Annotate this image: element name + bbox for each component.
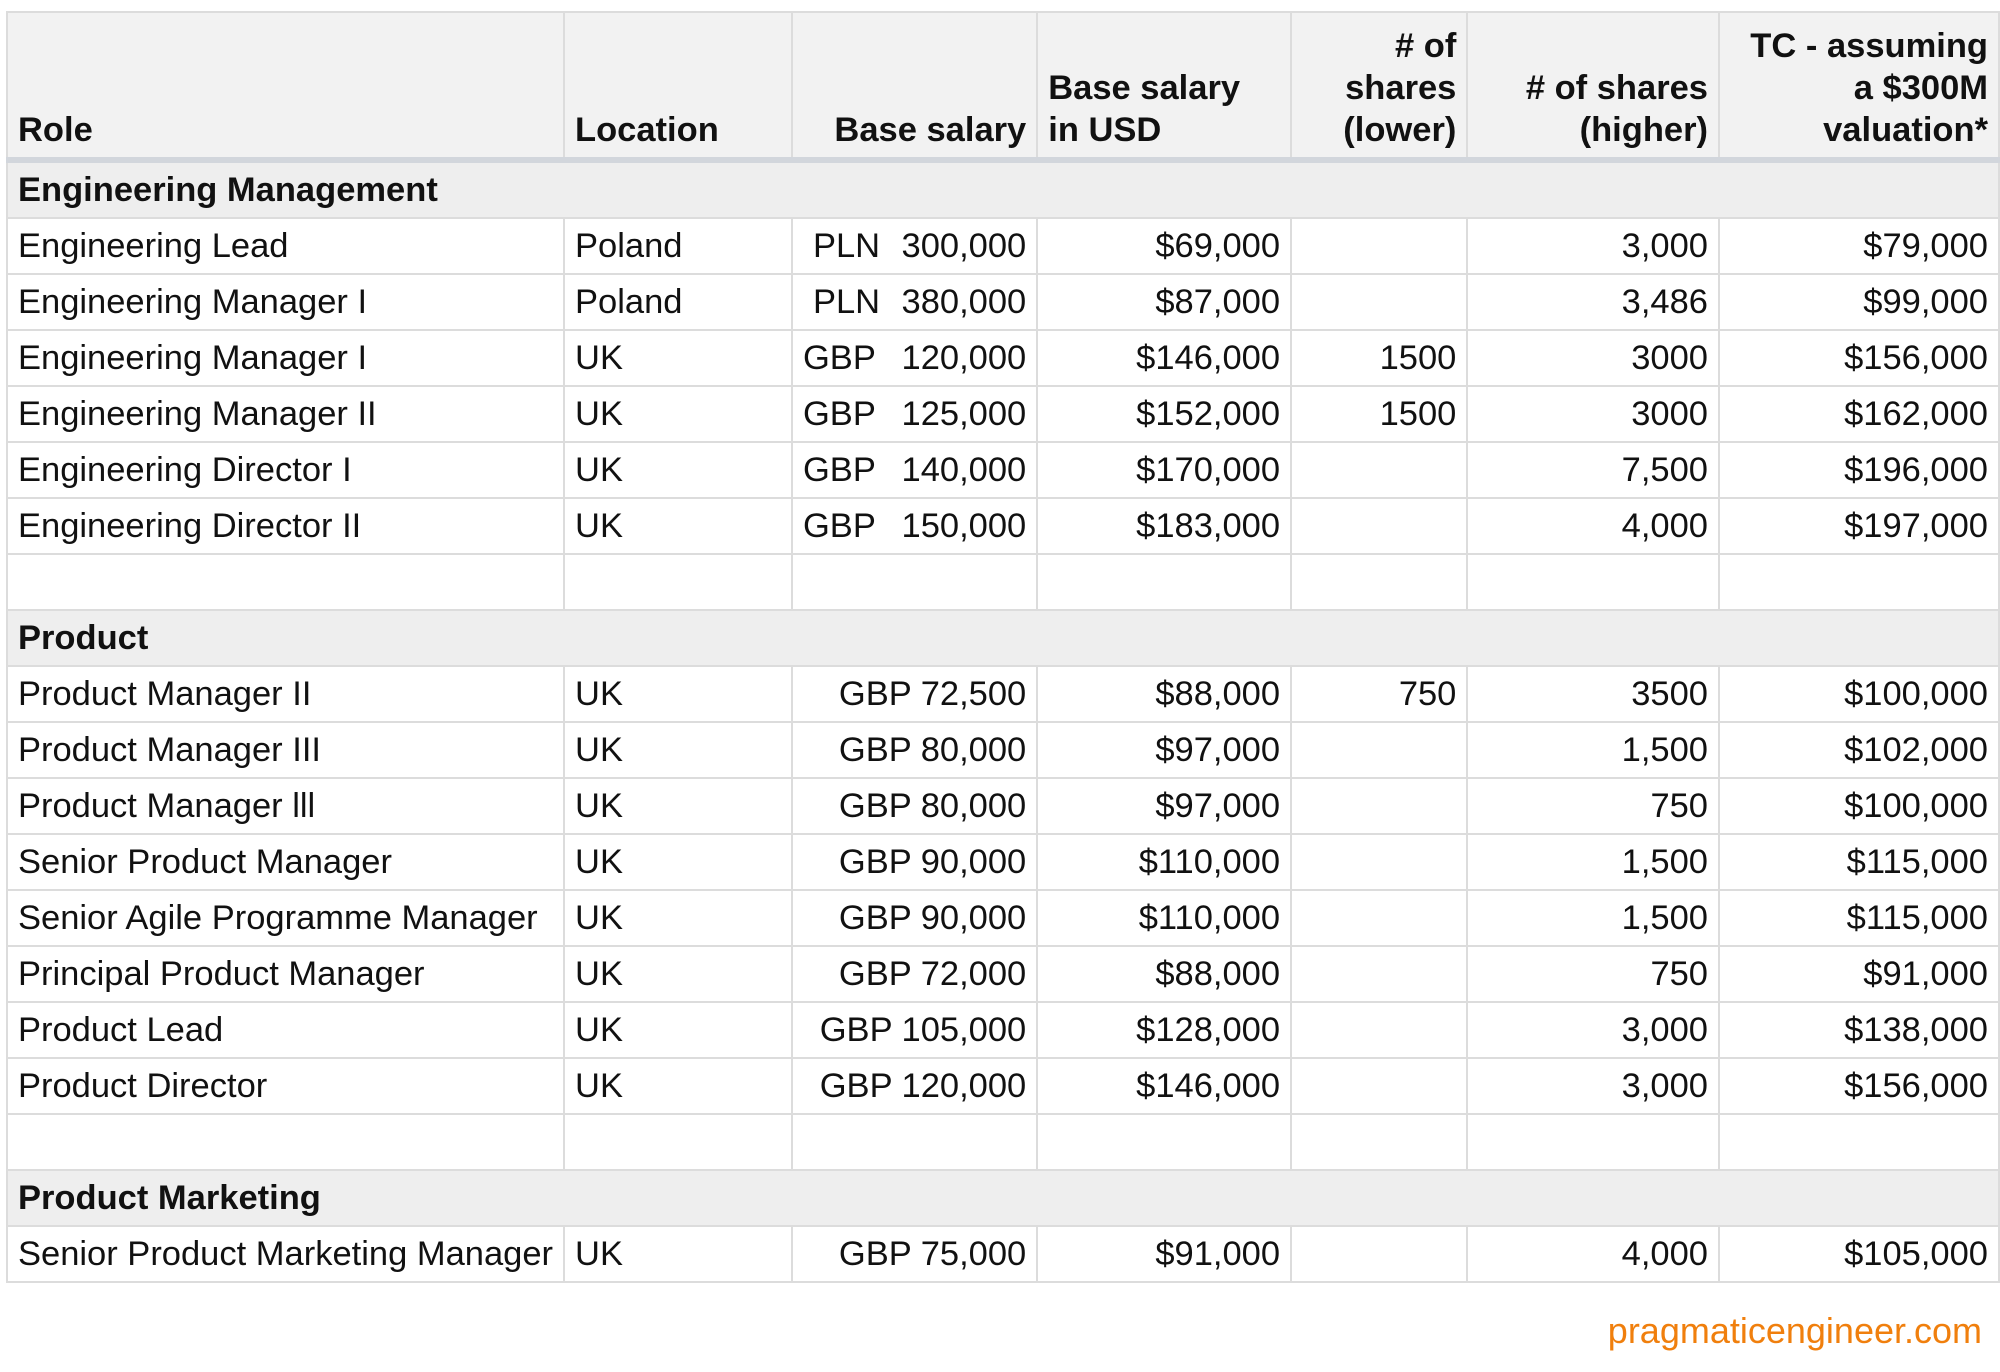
table-row [7, 722, 1999, 778]
cell-shares-lower [1291, 498, 1467, 554]
cell-base-salary: GBP 72,000 [792, 946, 1037, 1002]
cell-role: Product Manager III [7, 722, 564, 778]
header-row [7, 12, 1999, 160]
cell-base-salary: GBP 90,000 [792, 890, 1037, 946]
cell-shares-lower: 1500 [1291, 386, 1467, 442]
table-row [7, 274, 1999, 330]
cell-base-usd: $170,000 [1037, 442, 1291, 498]
table-row [7, 442, 1999, 498]
cell-base-usd: $88,000 [1037, 946, 1291, 1002]
cell-location: UK [564, 498, 792, 554]
empty-row [7, 1114, 1999, 1170]
header-total-comp: TC - assuming a $300M valuation* [1719, 12, 1999, 160]
cell-base-usd: $110,000 [1037, 834, 1291, 890]
cell-base-salary [792, 218, 1037, 274]
cell-base-usd: $91,000 [1037, 1226, 1291, 1282]
cell-total-comp: $102,000 [1719, 722, 1999, 778]
cell-role: Senior Product Manager [7, 834, 564, 890]
cell-shares-lower [1291, 218, 1467, 274]
cell-base-usd: $97,000 [1037, 778, 1291, 834]
cell-shares-higher: 3000 [1467, 330, 1719, 386]
table-row [7, 946, 1999, 1002]
cell-base-usd: $146,000 [1037, 1058, 1291, 1114]
salary-amount: 125,000 [901, 394, 1027, 433]
salary-table [6, 11, 2000, 1283]
cell-base-usd: $183,000 [1037, 498, 1291, 554]
cell-base-usd: $128,000 [1037, 1002, 1291, 1058]
cell-shares-lower [1291, 778, 1467, 834]
cell-location: UK [564, 946, 792, 1002]
table-row [7, 1002, 1999, 1058]
table-row [7, 498, 1999, 554]
cell-total-comp: $156,000 [1719, 1058, 1999, 1114]
cell-base-salary: GBP 80,000 [792, 722, 1037, 778]
cell-role: Engineering Manager II [7, 386, 564, 442]
cell-location: Poland [564, 274, 792, 330]
header-base-usd: Base salary in USD [1037, 12, 1291, 160]
cell-shares-lower [1291, 722, 1467, 778]
cell-location: UK [564, 666, 792, 722]
cell-total-comp: $105,000 [1719, 1226, 1999, 1282]
cell-shares-lower [1291, 890, 1467, 946]
cell-base-usd: $97,000 [1037, 722, 1291, 778]
cell-shares-lower [1291, 1058, 1467, 1114]
cell-role: Principal Product Manager [7, 946, 564, 1002]
cell-role: Engineering Director II [7, 498, 564, 554]
table-row [7, 1226, 1999, 1282]
salary-amount: 150,000 [901, 506, 1027, 545]
table-row [7, 386, 1999, 442]
cell-shares-lower [1291, 946, 1467, 1002]
table-row [7, 890, 1999, 946]
cell-base-salary: GBP 80,000 [792, 778, 1037, 834]
table-row [7, 666, 1999, 722]
table-row [7, 218, 1999, 274]
cell-base-salary: GBP 75,000 [792, 1226, 1037, 1282]
cell-shares-higher: 1,500 [1467, 890, 1719, 946]
cell-shares-higher: 750 [1467, 778, 1719, 834]
currency-code: GBP [802, 506, 876, 545]
cell-shares-lower: 1500 [1291, 330, 1467, 386]
table-row [7, 834, 1999, 890]
section-header-product [7, 610, 1999, 666]
cell-base-salary: GBP 72,500 [792, 666, 1037, 722]
section-header-engineering-management [7, 160, 1999, 218]
cell-role: Product Manager lll [7, 778, 564, 834]
cell-role: Engineering Director I [7, 442, 564, 498]
header-role: Role [7, 12, 564, 160]
cell-location: UK [564, 890, 792, 946]
cell-shares-higher: 4,000 [1467, 1226, 1719, 1282]
cell-base-usd: $88,000 [1037, 666, 1291, 722]
cell-total-comp: $138,000 [1719, 1002, 1999, 1058]
table-row [7, 330, 1999, 386]
section-title: Engineering Management [7, 160, 1999, 218]
cell-base-salary [792, 330, 1037, 386]
cell-role: Senior Product Marketing Manager [7, 1226, 564, 1282]
cell-role: Engineering Manager I [7, 274, 564, 330]
header-shares-higher: # of shares (higher) [1467, 12, 1719, 160]
cell-shares-higher: 750 [1467, 946, 1719, 1002]
cell-shares-lower: 750 [1291, 666, 1467, 722]
cell-role: Engineering Lead [7, 218, 564, 274]
cell-total-comp: $115,000 [1719, 834, 1999, 890]
cell-shares-lower [1291, 834, 1467, 890]
header-base-salary: Base salary [792, 12, 1037, 160]
cell-role: Senior Agile Programme Manager [7, 890, 564, 946]
cell-shares-higher: 3,000 [1467, 218, 1719, 274]
section-header-product-marketing [7, 1170, 1999, 1226]
cell-shares-higher: 7,500 [1467, 442, 1719, 498]
cell-location: UK [564, 722, 792, 778]
cell-shares-higher: 3500 [1467, 666, 1719, 722]
cell-location: UK [564, 834, 792, 890]
cell-base-salary [792, 386, 1037, 442]
cell-base-usd: $69,000 [1037, 218, 1291, 274]
cell-location: UK [564, 330, 792, 386]
salary-amount: 300,000 [901, 226, 1027, 265]
cell-base-salary: GBP 90,000 [792, 834, 1037, 890]
cell-base-usd: $110,000 [1037, 890, 1291, 946]
cell-total-comp: $99,000 [1719, 274, 1999, 330]
cell-base-usd: $87,000 [1037, 274, 1291, 330]
cell-role: Product Director [7, 1058, 564, 1114]
cell-total-comp: $156,000 [1719, 330, 1999, 386]
cell-location: UK [564, 442, 792, 498]
header-shares-lower: # of shares (lower) [1291, 12, 1467, 160]
section-title: Product Marketing [7, 1170, 1999, 1226]
cell-base-usd: $146,000 [1037, 330, 1291, 386]
cell-shares-higher: 3,000 [1467, 1058, 1719, 1114]
section-title: Product [7, 610, 1999, 666]
table-row [7, 778, 1999, 834]
cell-location: UK [564, 1058, 792, 1114]
salary-amount: 140,000 [901, 450, 1027, 489]
source-watermark: pragmaticengineer.com [1607, 1310, 1982, 1351]
currency-code: GBP [802, 338, 876, 377]
cell-shares-lower [1291, 1002, 1467, 1058]
cell-role: Product Manager II [7, 666, 564, 722]
cell-total-comp: $196,000 [1719, 442, 1999, 498]
cell-shares-lower [1291, 274, 1467, 330]
cell-shares-lower [1291, 442, 1467, 498]
cell-total-comp: $197,000 [1719, 498, 1999, 554]
cell-location: UK [564, 1002, 792, 1058]
cell-total-comp: $162,000 [1719, 386, 1999, 442]
cell-total-comp: $115,000 [1719, 890, 1999, 946]
cell-total-comp: $79,000 [1719, 218, 1999, 274]
cell-total-comp: $91,000 [1719, 946, 1999, 1002]
cell-shares-higher: 4,000 [1467, 498, 1719, 554]
cell-shares-higher: 3,486 [1467, 274, 1719, 330]
salary-amount: 120,000 [901, 338, 1027, 377]
currency-code: PLN [812, 282, 881, 321]
table-row [7, 1058, 1999, 1114]
salary-amount: 380,000 [901, 282, 1027, 321]
cell-shares-higher: 1,500 [1467, 834, 1719, 890]
cell-base-salary [792, 498, 1037, 554]
empty-row [7, 554, 1999, 610]
cell-base-salary: GBP 120,000 [792, 1058, 1037, 1114]
currency-code: GBP [802, 394, 876, 433]
cell-role: Product Lead [7, 1002, 564, 1058]
cell-total-comp: $100,000 [1719, 778, 1999, 834]
cell-shares-higher: 3,000 [1467, 1002, 1719, 1058]
cell-shares-lower [1291, 1226, 1467, 1282]
cell-location: UK [564, 778, 792, 834]
cell-base-salary: GBP 105,000 [792, 1002, 1037, 1058]
cell-role: Engineering Manager I [7, 330, 564, 386]
currency-code: GBP [802, 450, 876, 489]
cell-shares-higher: 3000 [1467, 386, 1719, 442]
cell-location: UK [564, 386, 792, 442]
cell-location: UK [564, 1226, 792, 1282]
cell-base-usd: $152,000 [1037, 386, 1291, 442]
cell-total-comp: $100,000 [1719, 666, 1999, 722]
cell-location: Poland [564, 218, 792, 274]
cell-base-salary [792, 442, 1037, 498]
currency-code: PLN [812, 226, 881, 265]
cell-base-salary [792, 274, 1037, 330]
header-location: Location [564, 12, 792, 160]
cell-shares-higher: 1,500 [1467, 722, 1719, 778]
